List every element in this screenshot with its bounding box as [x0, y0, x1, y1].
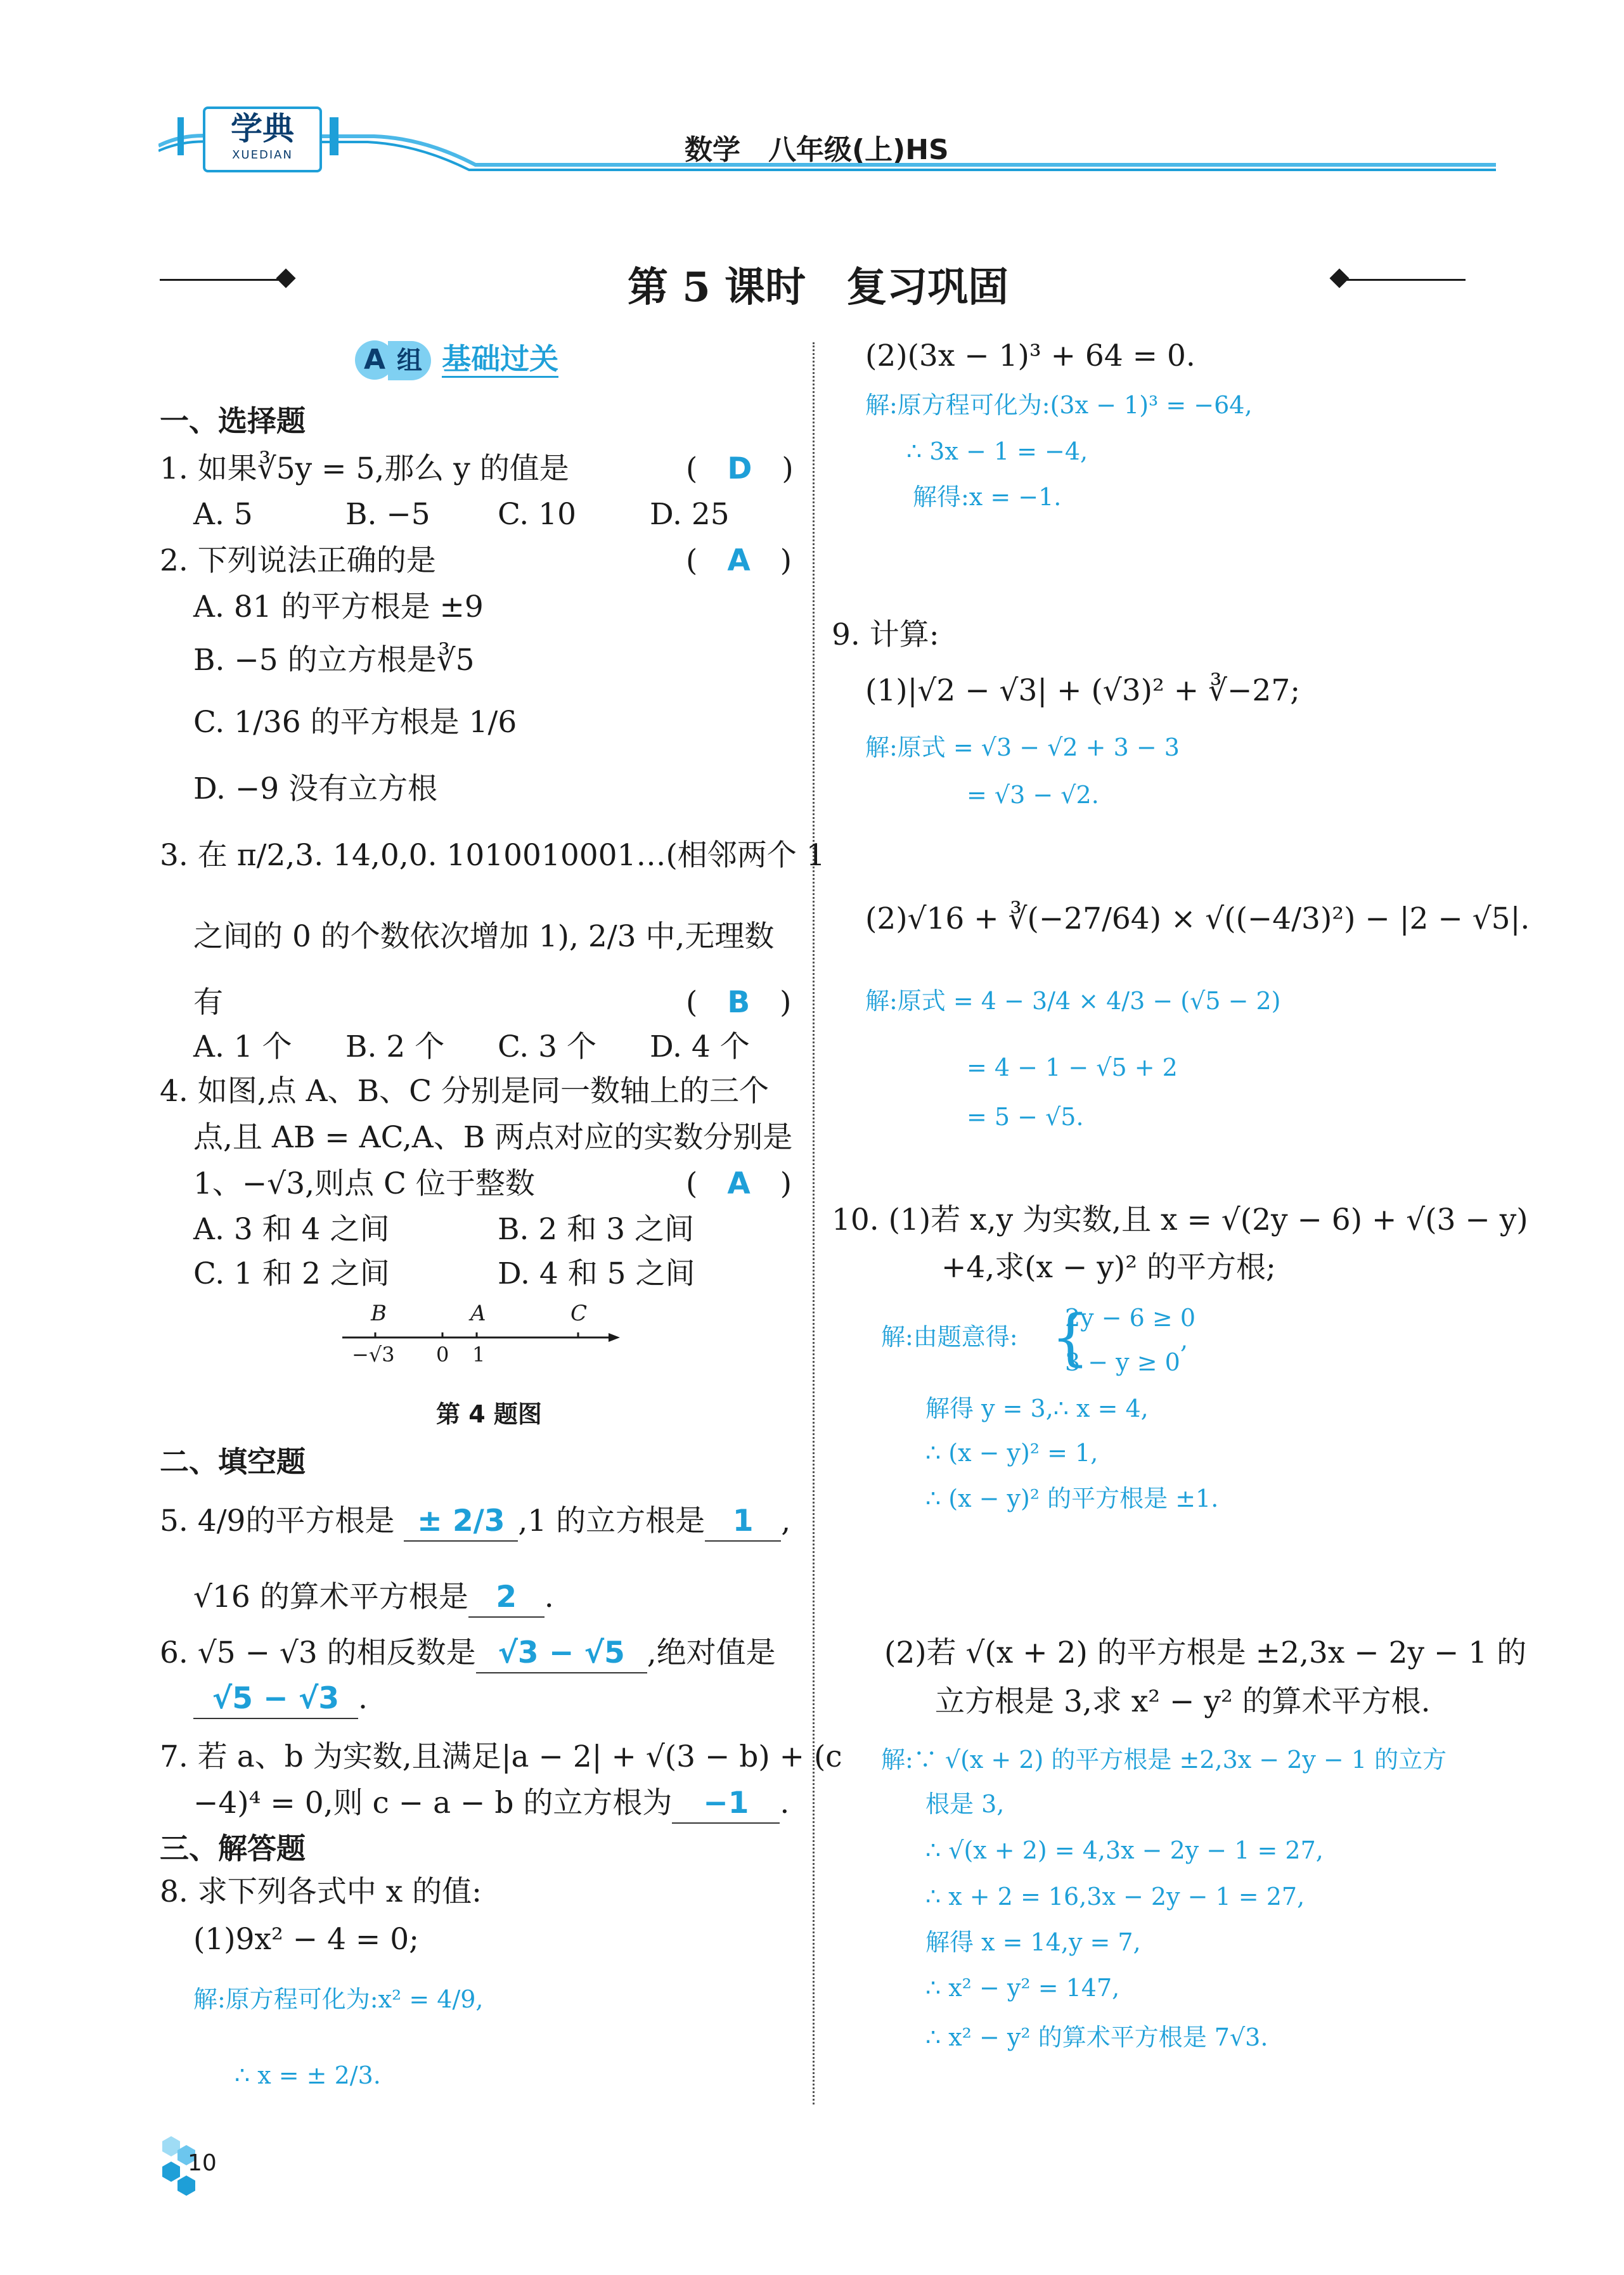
q5-line2 — [193, 1578, 554, 1618]
page-title: 第 5 课时 复习巩固 — [628, 264, 1009, 311]
q6-prefix: 6. √5 − √3 的相反数是 — [160, 1635, 476, 1670]
column-divider — [813, 342, 815, 2104]
q2-option-b: B. −5 的立方根是∛5 — [193, 643, 475, 678]
title-rule-left — [160, 279, 287, 281]
group-badge: A — [355, 340, 394, 380]
q10-part1-line1: 10. (1)若 x,y 为实数,且 x = √(2y − 6) + √(3 − y) — [832, 1202, 1528, 1237]
q1-option-b: B. −5 — [345, 497, 430, 532]
q10-part1-system-end: , — [1180, 1326, 1189, 1354]
q2-answer: A — [727, 543, 751, 578]
q4-line3: 1、−√3,则点 C 位于整数 — [193, 1166, 535, 1201]
group-heading — [355, 336, 558, 380]
q4-figure-caption: 第 4 题图 — [436, 1400, 542, 1428]
q7-line1: 7. 若 a、b 为实数,且满足|a − 2| + √(3 − b) + (c — [160, 1739, 842, 1774]
q5-answer1: ± 2/3 — [404, 1502, 518, 1542]
q3-line1: 3. 在 π/2,3. 14,0,0. 1010010001…(相邻两个 1 — [160, 838, 825, 873]
q9-title: 9. 计算: — [832, 617, 939, 652]
q4-line2: 点,且 AB = AC,A、B 两点对应的实数分别是 — [193, 1120, 793, 1155]
q9-part1-solution2: = √3 − √2. — [967, 781, 1099, 809]
q3-answer: B — [727, 985, 751, 1020]
q1-answer-paren: ( D ) — [686, 451, 794, 486]
q6-mid: ,绝对值是 — [647, 1635, 776, 1670]
q10-part1-system2: 3 − y ≥ 0 — [1065, 1348, 1180, 1376]
q1-option-a: A. 5 — [193, 497, 253, 532]
q3-line2: 之间的 0 的个数依次增加 1), 2/3 中,无理数 — [193, 919, 775, 954]
q3-option-d: D. 4 个 — [650, 1029, 750, 1064]
logo — [203, 106, 322, 172]
logo-text: 学典 — [231, 110, 294, 147]
q2-option-d: D. −9 没有立方根 — [193, 771, 438, 806]
q4-label-neg: −√3 — [352, 1343, 395, 1367]
q8-part1-solution2: ∴ x = ± 2/3. — [235, 2061, 381, 2089]
header-subject: 数学 八年级(上)HS — [685, 134, 949, 166]
q10-part2-solution7: ∴ x² − y² 的算术平方根是 7√3. — [925, 2023, 1268, 2051]
q4-answer-paren: ( A ) — [686, 1166, 792, 1201]
logo-sub: XUEDIAN — [232, 148, 293, 162]
q3-option-c: C. 3 个 — [498, 1029, 597, 1064]
q1-text: 1. 如果∛5y = 5,那么 y 的值是 — [160, 451, 569, 486]
q4-label-c: C — [570, 1301, 588, 1326]
title-diamond-left — [276, 268, 295, 288]
q10-part2-solution1: 解:∵ √(x + 2) 的平方根是 ±2,3x − 2y − 1 的立方 — [881, 1746, 1447, 1774]
q10-part2-solution4: ∴ x + 2 = 16,3x − 2y − 1 = 27, — [925, 1883, 1305, 1911]
q3-option-b: B. 2 个 — [345, 1029, 445, 1064]
q5-fraction: 4/9 — [197, 1504, 246, 1538]
q10-part2-solution2: 根是 3, — [925, 1790, 1005, 1818]
q10-part2-solution3: ∴ √(x + 2) = 4,3x − 2y − 1 = 27, — [925, 1836, 1324, 1864]
q7-line2 — [193, 1784, 789, 1824]
q5-mid1: 的平方根是 — [245, 1504, 395, 1538]
q8-part1-solution1: 解:原方程可化为:x² = 4/9, — [193, 1985, 484, 2013]
group-badge-label: 组 — [388, 341, 431, 380]
q9-part2-solution1: 解:原式 = 4 − 3/4 × 4/3 − (√5 − 2) — [865, 987, 1281, 1015]
q10-part1-solution1: 解:由题意得: — [881, 1323, 1018, 1351]
q5-answer2: 1 — [705, 1502, 781, 1542]
q4-line1: 4. 如图,点 A、B、C 分别是同一数轴上的三个 — [160, 1074, 770, 1109]
q4-options-row1 — [193, 1211, 694, 1249]
q6-end: . — [358, 1681, 368, 1716]
q3-options — [193, 1028, 750, 1066]
q2-text: 2. 下列说法正确的是 — [160, 543, 436, 578]
q10-part1-solution4: ∴ (x − y)² 的平方根是 ±1. — [925, 1485, 1219, 1512]
q4-label-one: 1 — [472, 1343, 486, 1367]
q1-options — [193, 496, 730, 534]
q10-part1-solution3: ∴ (x − y)² = 1, — [925, 1439, 1099, 1467]
q4-answer: A — [727, 1166, 751, 1201]
q9-part2-solution3: = 5 − √5. — [967, 1103, 1084, 1131]
q5-answer3: 2 — [468, 1578, 545, 1618]
q4-option-b: B. 2 和 3 之间 — [498, 1212, 695, 1247]
q5-end1: , — [781, 1504, 791, 1538]
q4-option-a: A. 3 和 4 之间 — [193, 1212, 390, 1247]
q1-option-d: D. 25 — [650, 497, 730, 532]
q4-option-d: D. 4 和 5 之间 — [498, 1256, 695, 1291]
q8-part2: (2)(3x − 1)³ + 64 = 0. — [865, 338, 1195, 373]
q10-part1-solution2: 解得 y = 3,∴ x = 4, — [925, 1395, 1149, 1422]
q5-line1 — [160, 1502, 790, 1542]
q10-part1-system1: 2y − 6 ≥ 0 — [1065, 1304, 1195, 1332]
q5-prefix: 5. — [160, 1504, 188, 1538]
section-answer: 三、解答题 — [160, 1831, 306, 1866]
q10-part2-line2: 立方根是 3,求 x² − y² 的算术平方根. — [935, 1684, 1431, 1719]
q6-line1 — [160, 1634, 776, 1673]
q9-part1: (1)|√2 − √3| + (√3)² + ∛−27; — [865, 673, 1301, 708]
title-rule-right — [1339, 279, 1466, 281]
section-choice: 一、选择题 — [160, 404, 306, 438]
q7-answer: −1 — [672, 1784, 780, 1824]
q3-option-a: A. 1 个 — [193, 1029, 292, 1064]
q8-title: 8. 求下列各式中 x 的值: — [160, 1874, 482, 1909]
q9-part2: (2)√16 + ∛(−27/64) × √((−4/3)²) − |2 − √5|. — [865, 901, 1530, 936]
title-diamond-right — [1329, 268, 1349, 288]
q5-prefix2: √16 的算术平方根是 — [193, 1580, 468, 1614]
q1-answer: D — [727, 451, 752, 486]
q10-part1-line2: +4,求(x − y)² 的平方根; — [941, 1250, 1276, 1285]
q8-part2-solution1: 解:原方程可化为:(3x − 1)³ = −64, — [865, 391, 1253, 419]
q8-part1: (1)9x² − 4 = 0; — [193, 1922, 419, 1957]
page-number: 10 — [188, 2150, 217, 2176]
q9-part2-solution2: = 4 − 1 − √5 + 2 — [967, 1054, 1178, 1081]
q2-option-a: A. 81 的平方根是 ±9 — [193, 590, 484, 624]
q6-answer1: √3 − √5 — [476, 1634, 647, 1673]
q4-options-row2 — [193, 1255, 695, 1293]
q2-option-c: C. 1/36 的平方根是 1/6 — [193, 705, 517, 740]
q4-label-zero: 0 — [436, 1343, 449, 1367]
q5-end2: . — [544, 1580, 554, 1614]
q6-answer2: √5 − √3 — [193, 1680, 358, 1719]
q3-line3: 有 — [193, 985, 223, 1020]
q4-label-b: B — [371, 1301, 387, 1326]
q3-answer-paren: ( B ) — [686, 985, 792, 1020]
q6-line2 — [193, 1680, 368, 1719]
q2-answer-paren: ( A ) — [686, 543, 792, 578]
section-fill: 二、填空题 — [160, 1445, 306, 1479]
q5-mid2: ,1 的立方根是 — [518, 1504, 706, 1538]
q8-part2-solution2: ∴ 3x − 1 = −4, — [906, 437, 1088, 465]
q10-part2-solution6: ∴ x² − y² = 147, — [925, 1974, 1120, 2002]
q8-part2-solution3: 解得:x = −1. — [913, 483, 1062, 511]
q10-part2-line1: (2)若 √(x + 2) 的平方根是 ±2,3x − 2y − 1 的 — [884, 1635, 1527, 1670]
q4-label-a: A — [470, 1301, 486, 1326]
q7-end: . — [780, 1786, 790, 1821]
group-name: 基础过关 — [442, 342, 558, 378]
q10-part2-solution5: 解得 x = 14,y = 7, — [925, 1928, 1141, 1956]
q9-part1-solution1: 解:原式 = √3 − √2 + 3 − 3 — [865, 733, 1180, 761]
q7-line2-text: −4)⁴ = 0,则 c − a − b 的立方根为 — [193, 1786, 673, 1821]
q4-option-c: C. 1 和 2 之间 — [193, 1256, 390, 1291]
q10-part1-system-brace: { — [1051, 1302, 1090, 1373]
q1-option-c: C. 10 — [498, 497, 576, 532]
